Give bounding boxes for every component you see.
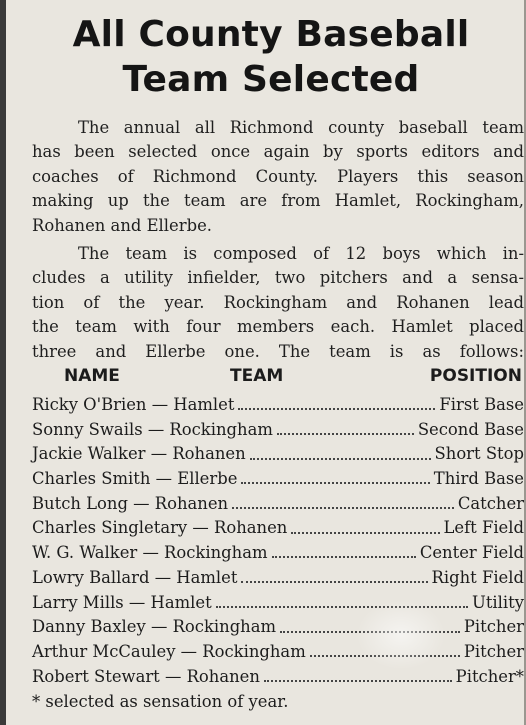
dot-leader xyxy=(277,433,414,435)
player-and-team: Sonny Swails — Rockingham xyxy=(32,419,273,439)
paragraph-line: tion of the year. Rockingham and Rohanen lead xyxy=(32,292,524,312)
dot-leader xyxy=(264,680,452,682)
roster-row xyxy=(32,566,524,591)
dot-leader xyxy=(241,581,427,583)
roster-row xyxy=(32,492,524,517)
paragraph-line: three and Ellerbe one. The team is as follows: xyxy=(32,341,524,361)
footnote: * selected as sensation of year. xyxy=(32,692,289,711)
roster-row xyxy=(32,442,524,467)
paragraph-line: The annual all Richmond county baseball team xyxy=(78,118,524,137)
paragraph-line: has been selected once again by sports editors and xyxy=(32,142,524,162)
paragraph-line: The team is composed of 12 boys which in- xyxy=(78,244,524,263)
dot-leader xyxy=(216,606,468,608)
roster-row xyxy=(32,665,524,690)
roster-row xyxy=(32,393,524,418)
player-position: First Base xyxy=(439,395,524,414)
player-position: Third Base xyxy=(433,469,524,489)
dot-leader xyxy=(232,507,454,509)
roster-header xyxy=(32,366,524,392)
player-and-team: W. G. Walker — Rockingham xyxy=(32,543,268,563)
headline xyxy=(16,12,526,102)
player-position: Second Base xyxy=(417,419,524,439)
header-name: NAME xyxy=(64,366,120,386)
dot-leader xyxy=(310,655,460,657)
player-and-team: Charles Singletary — Rohanen xyxy=(32,518,288,538)
headline-line-2: Team Selected xyxy=(122,59,420,100)
header-position: POSITION xyxy=(429,366,522,386)
paragraph-1 xyxy=(32,116,524,238)
paragraph-line: making up the team are from Hamlet, Rockingham, xyxy=(32,191,524,211)
roster-row xyxy=(32,418,524,443)
roster-row xyxy=(32,467,524,492)
paragraph-line: the team with four members each. Hamlet placed xyxy=(32,317,524,337)
player-and-team: Robert Stewart — Rohanen xyxy=(32,666,260,686)
player-and-team: Lowry Ballard — Hamlet xyxy=(32,567,238,587)
dot-leader xyxy=(280,631,460,633)
player-position: Pitcher xyxy=(463,641,524,661)
roster-row xyxy=(32,640,524,665)
header-team: TEAM xyxy=(230,366,284,386)
player-and-team: Danny Baxley — Rockingham xyxy=(32,617,277,637)
roster-row xyxy=(32,516,524,541)
dot-leader xyxy=(250,458,431,460)
player-and-team: Larry Mills — Hamlet xyxy=(32,592,212,612)
player-and-team: Arthur McCauley — Rockingham xyxy=(32,641,306,661)
player-position: Pitcher xyxy=(463,617,524,637)
player-and-team: Charles Smith — Ellerbe xyxy=(32,469,238,489)
player-position: Catcher xyxy=(457,493,524,513)
player-position: Left Field xyxy=(443,518,524,538)
paragraph-line: Rohanen and Ellerbe. xyxy=(32,215,212,235)
player-position: Short Stop xyxy=(434,444,524,464)
dot-leader xyxy=(272,556,416,558)
player-position: Utility xyxy=(472,592,524,612)
player-position: Center Field xyxy=(419,543,524,563)
player-position: Pitcher* xyxy=(455,666,524,686)
player-position: Right Field xyxy=(431,567,524,587)
dot-leader xyxy=(291,532,439,534)
headline-line-1: All County Baseball xyxy=(72,14,470,55)
player-and-team: Butch Long — Rohanen xyxy=(32,493,229,513)
paragraph-line: cludes a utility infielder, two pitchers and a sensa- xyxy=(32,268,524,288)
paragraph-2 xyxy=(32,242,524,364)
player-and-team: Ricky O'Brien — Hamlet xyxy=(32,395,235,414)
roster-row xyxy=(32,615,524,640)
roster-row xyxy=(32,541,524,566)
player-and-team: Jackie Walker — Rohanen xyxy=(32,444,246,464)
dot-leader xyxy=(238,408,435,410)
paragraph-line: coaches of Richmond County. Players this season xyxy=(32,166,524,186)
dot-leader xyxy=(241,482,429,484)
roster-list xyxy=(32,393,524,689)
roster-row xyxy=(32,591,524,616)
